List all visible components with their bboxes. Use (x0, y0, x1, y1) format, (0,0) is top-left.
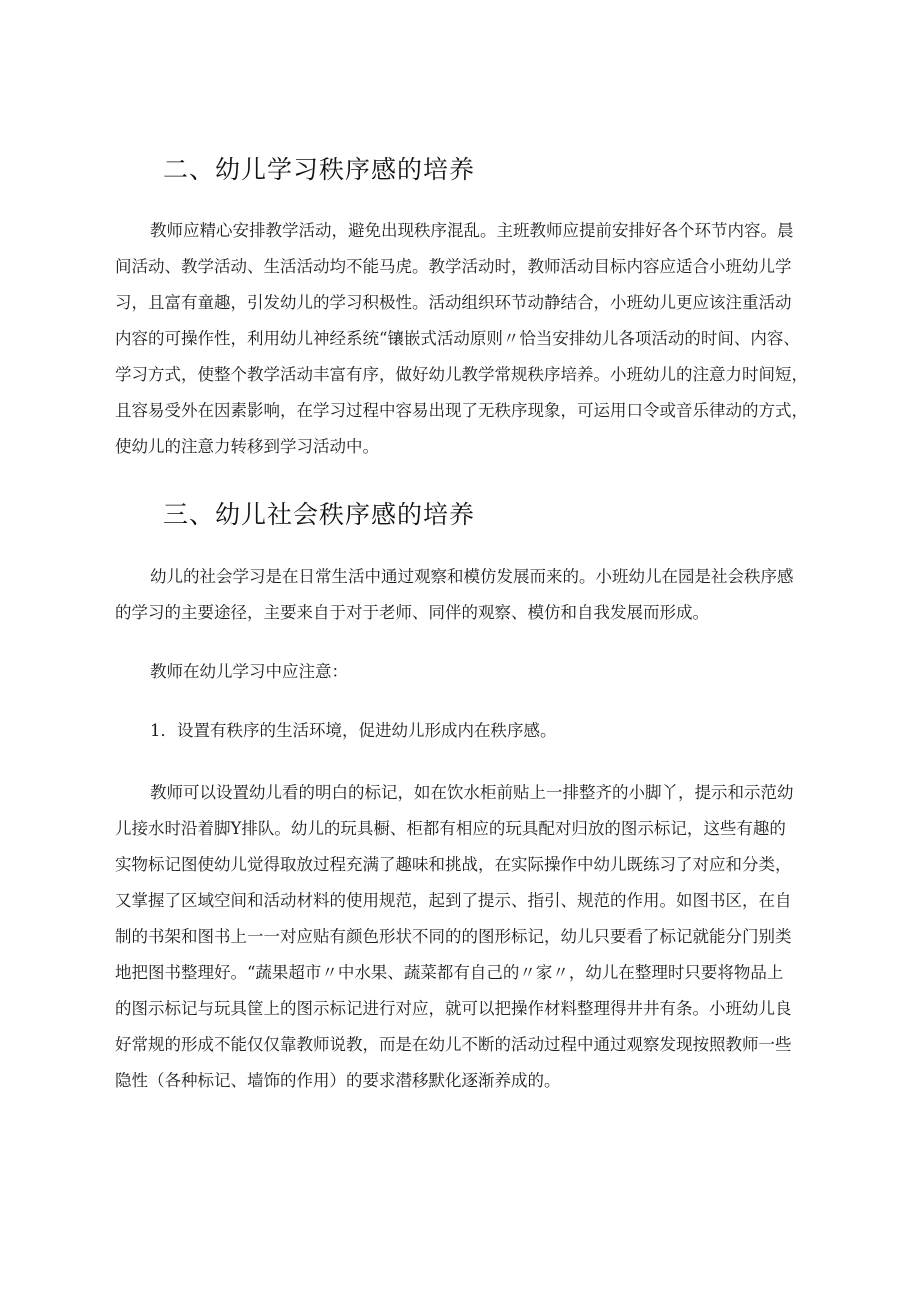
paragraph-line: 儿接水时沿着脚Y排队。幼儿的玩具橱、柜都有相应的玩具配对归放的图示标记，这些有趣的 (115, 819, 786, 838)
paragraph-line: 的图示标记与玩具筐上的图示标记进行对应，就可以把操作材料整理得井井有条。小班幼儿良 (115, 999, 792, 1018)
paragraph-line: 教师在幼儿学习中应注意： (150, 662, 348, 681)
section-heading-2: 二、幼儿学习秩序感的培养 (163, 155, 476, 184)
paragraph-line: 制的书架和图书上一一对应贴有颜色形状不同的的图形标记，幼儿只要看了标记就能分门别类 (115, 927, 792, 946)
paragraph-line: 隐性（各种标记、墙饰的作用）的要求潜移默化逐渐养成的。 (115, 1071, 561, 1090)
paragraph-line: 幼儿的社会学习是在日常生活中通过观察和模仿发展而来的。小班幼儿在园是社会秩序感 (150, 567, 794, 586)
paragraph-line: 实物标记图使幼儿觉得取放过程充满了趣味和挑战，在实际操作中幼儿既练习了对应和分类， (115, 855, 792, 874)
paragraph-line: 内容的可操作性，利用幼儿神经系统“镶嵌式活动原则〃恰当安排幼儿各项活动的时间、内容、 (115, 329, 800, 348)
paragraph-line: 的学习的主要途径，主要来自于对于老师、同伴的观察、模仿和自我发展而形成。 (115, 603, 709, 622)
paragraph-line: 习，且富有童趣，引发幼儿的学习积极性。活动组织环节动静结合，小班幼儿更应该注重活动 (115, 293, 792, 312)
list-item: 1．设置有秩序的生活环境，促进幼儿形成内在秩序感。 (150, 721, 557, 740)
paragraph-line: 好常规的形成不能仅仅靠教师说教，而是在幼儿不断的活动过程中通过观察发现按照教师一些 (115, 1035, 792, 1054)
paragraph-line: 教师应精心安排教学活动，避免出现秩序混乱。主班教师应提前安排好各个环节内容。晨 (150, 221, 794, 240)
section-heading-3: 三、幼儿社会秩序感的培养 (163, 500, 476, 529)
paragraph-line: 使幼儿的注意力转移到学习活动中。 (115, 437, 379, 456)
paragraph-line: 地把图书整理好。“蔬果超市〃中水果、蔬菜都有自己的〃家〃，幼儿在整理时只要将物品上 (115, 963, 784, 982)
paragraph-line: 教师可以设置幼儿看的明白的标记，如在饮水柜前贴上一排整齐的小脚丫，提示和示范幼 (150, 783, 794, 802)
paragraph-line: 学习方式，使整个教学活动丰富有序，做好幼儿教学常规秩序培养。小班幼儿的注意力时间短， (115, 365, 808, 384)
paragraph-line: 又掌握了区域空间和活动材料的使用规范，起到了提示、指引、规范的作用。如图书区，在自 (115, 891, 792, 910)
paragraph-line: 间活动、教学活动、生活活动均不能马虎。教学活动时，教师活动目标内容应适合小班幼儿学 (115, 257, 792, 276)
paragraph-line: 且容易受外在因素影响，在学习过程中容易出现了无秩序现象，可运用口令或音乐律动的方式， (115, 401, 808, 420)
